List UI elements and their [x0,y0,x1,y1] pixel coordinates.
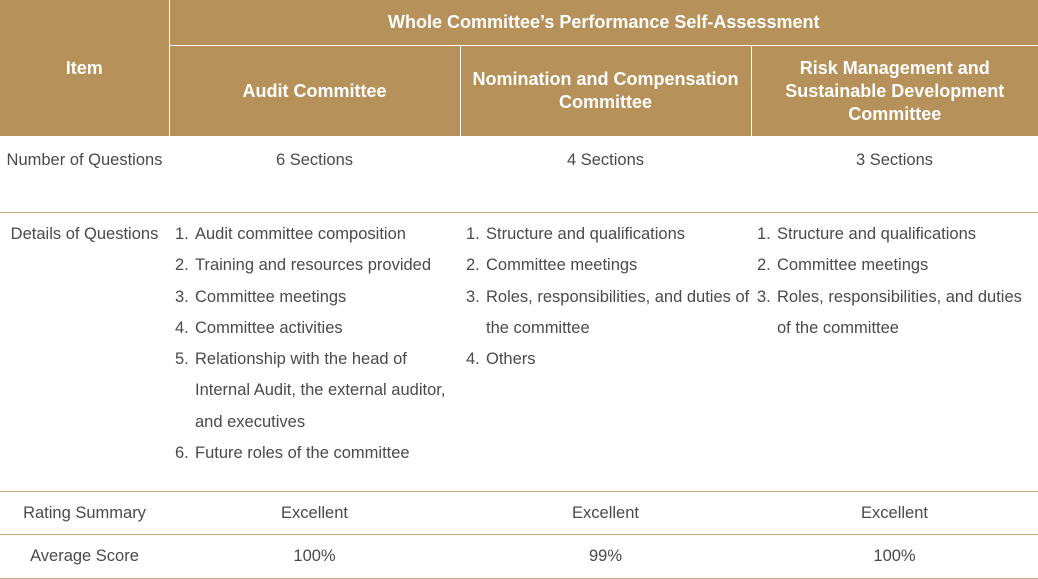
list-item-number: 5. [175,350,189,369]
row-label-number-of-questions: Number of Questions [0,136,169,213]
header-risk-committee: Risk Management and Sustainable Development Committee [751,46,1038,137]
list-item-number: 4. [175,318,189,337]
list-item [757,282,1038,345]
row-label-rating-summary: Rating Summary [0,492,169,535]
list-item [175,344,460,438]
row-label-details-of-questions: Details of Questions [0,213,169,492]
list-item-number: 2. [466,256,480,275]
list-item-text: Relationship with the head of Internal Audit, the external auditor, and executives [195,350,446,431]
list-item-text: Committee meetings [777,256,929,275]
list-item-text: Others [486,350,536,369]
list-item [466,250,751,281]
cell-audit-sections: 6 Sections [169,136,460,213]
list-item [466,282,751,345]
list-item [175,438,460,469]
cell-risk-rating: Excellent [751,492,1038,535]
cell-nomination-rating: Excellent [460,492,751,535]
list-item-number: 1. [757,225,771,243]
list-item-number: 2. [175,256,189,275]
risk-details-list [751,219,1038,344]
list-item-text: Roles, responsibilities, and duties of the committee [486,287,750,337]
cell-audit-rating: Excellent [169,492,460,535]
list-item [175,313,460,344]
row-label-average-score: Average Score [0,535,169,579]
list-item [757,219,1038,250]
cell-nomination-details [460,213,751,492]
list-item-number: 1. [175,225,189,243]
list-item-text: Roles, responsibilities, and duties of the committee [777,287,1022,337]
list-item-text: Future roles of the committee [195,444,410,463]
audit-details-list [169,219,460,469]
list-item-text: Committee meetings [486,256,638,275]
list-item [466,219,751,250]
cell-audit-average: 100% [169,535,460,579]
list-item [757,250,1038,281]
header-group-title: Whole Committee’s Performance Self-Assessment [169,0,1038,46]
header-audit-committee: Audit Committee [169,46,460,137]
nomination-details-list [460,219,751,375]
list-item-number: 6. [175,444,189,463]
table-row-rating-summary [0,492,1038,535]
cell-audit-details [169,213,460,492]
list-item-number: 3. [757,287,771,306]
list-item [175,282,460,313]
cell-risk-average: 100% [751,535,1038,579]
cell-risk-details [751,213,1038,492]
list-item-number: 3. [175,287,189,306]
list-item-number: 4. [466,350,480,369]
header-item: Item [0,0,169,136]
header-nomination-committee: Nomination and Compensation Committee [460,46,751,137]
list-item-text: Structure and qualifications [777,225,977,243]
list-item [175,250,460,281]
list-item-text: Structure and qualifications [486,225,686,243]
list-item-number: 2. [757,256,771,275]
list-item-text: Committee activities [195,318,343,337]
table-row-details-of-questions [0,213,1038,492]
list-item-number: 3. [466,287,480,306]
list-item-number: 1. [466,225,480,243]
table-row-number-of-questions [0,136,1038,213]
list-item-text: Committee meetings [195,287,347,306]
list-item-text: Audit committee composition [195,225,406,243]
cell-nomination-sections: 4 Sections [460,136,751,213]
list-item [466,344,751,375]
list-item-text: Training and resources provided [195,256,432,275]
list-item [175,219,460,250]
table-row-average-score [0,535,1038,579]
cell-risk-sections: 3 Sections [751,136,1038,213]
cell-nomination-average: 99% [460,535,751,579]
